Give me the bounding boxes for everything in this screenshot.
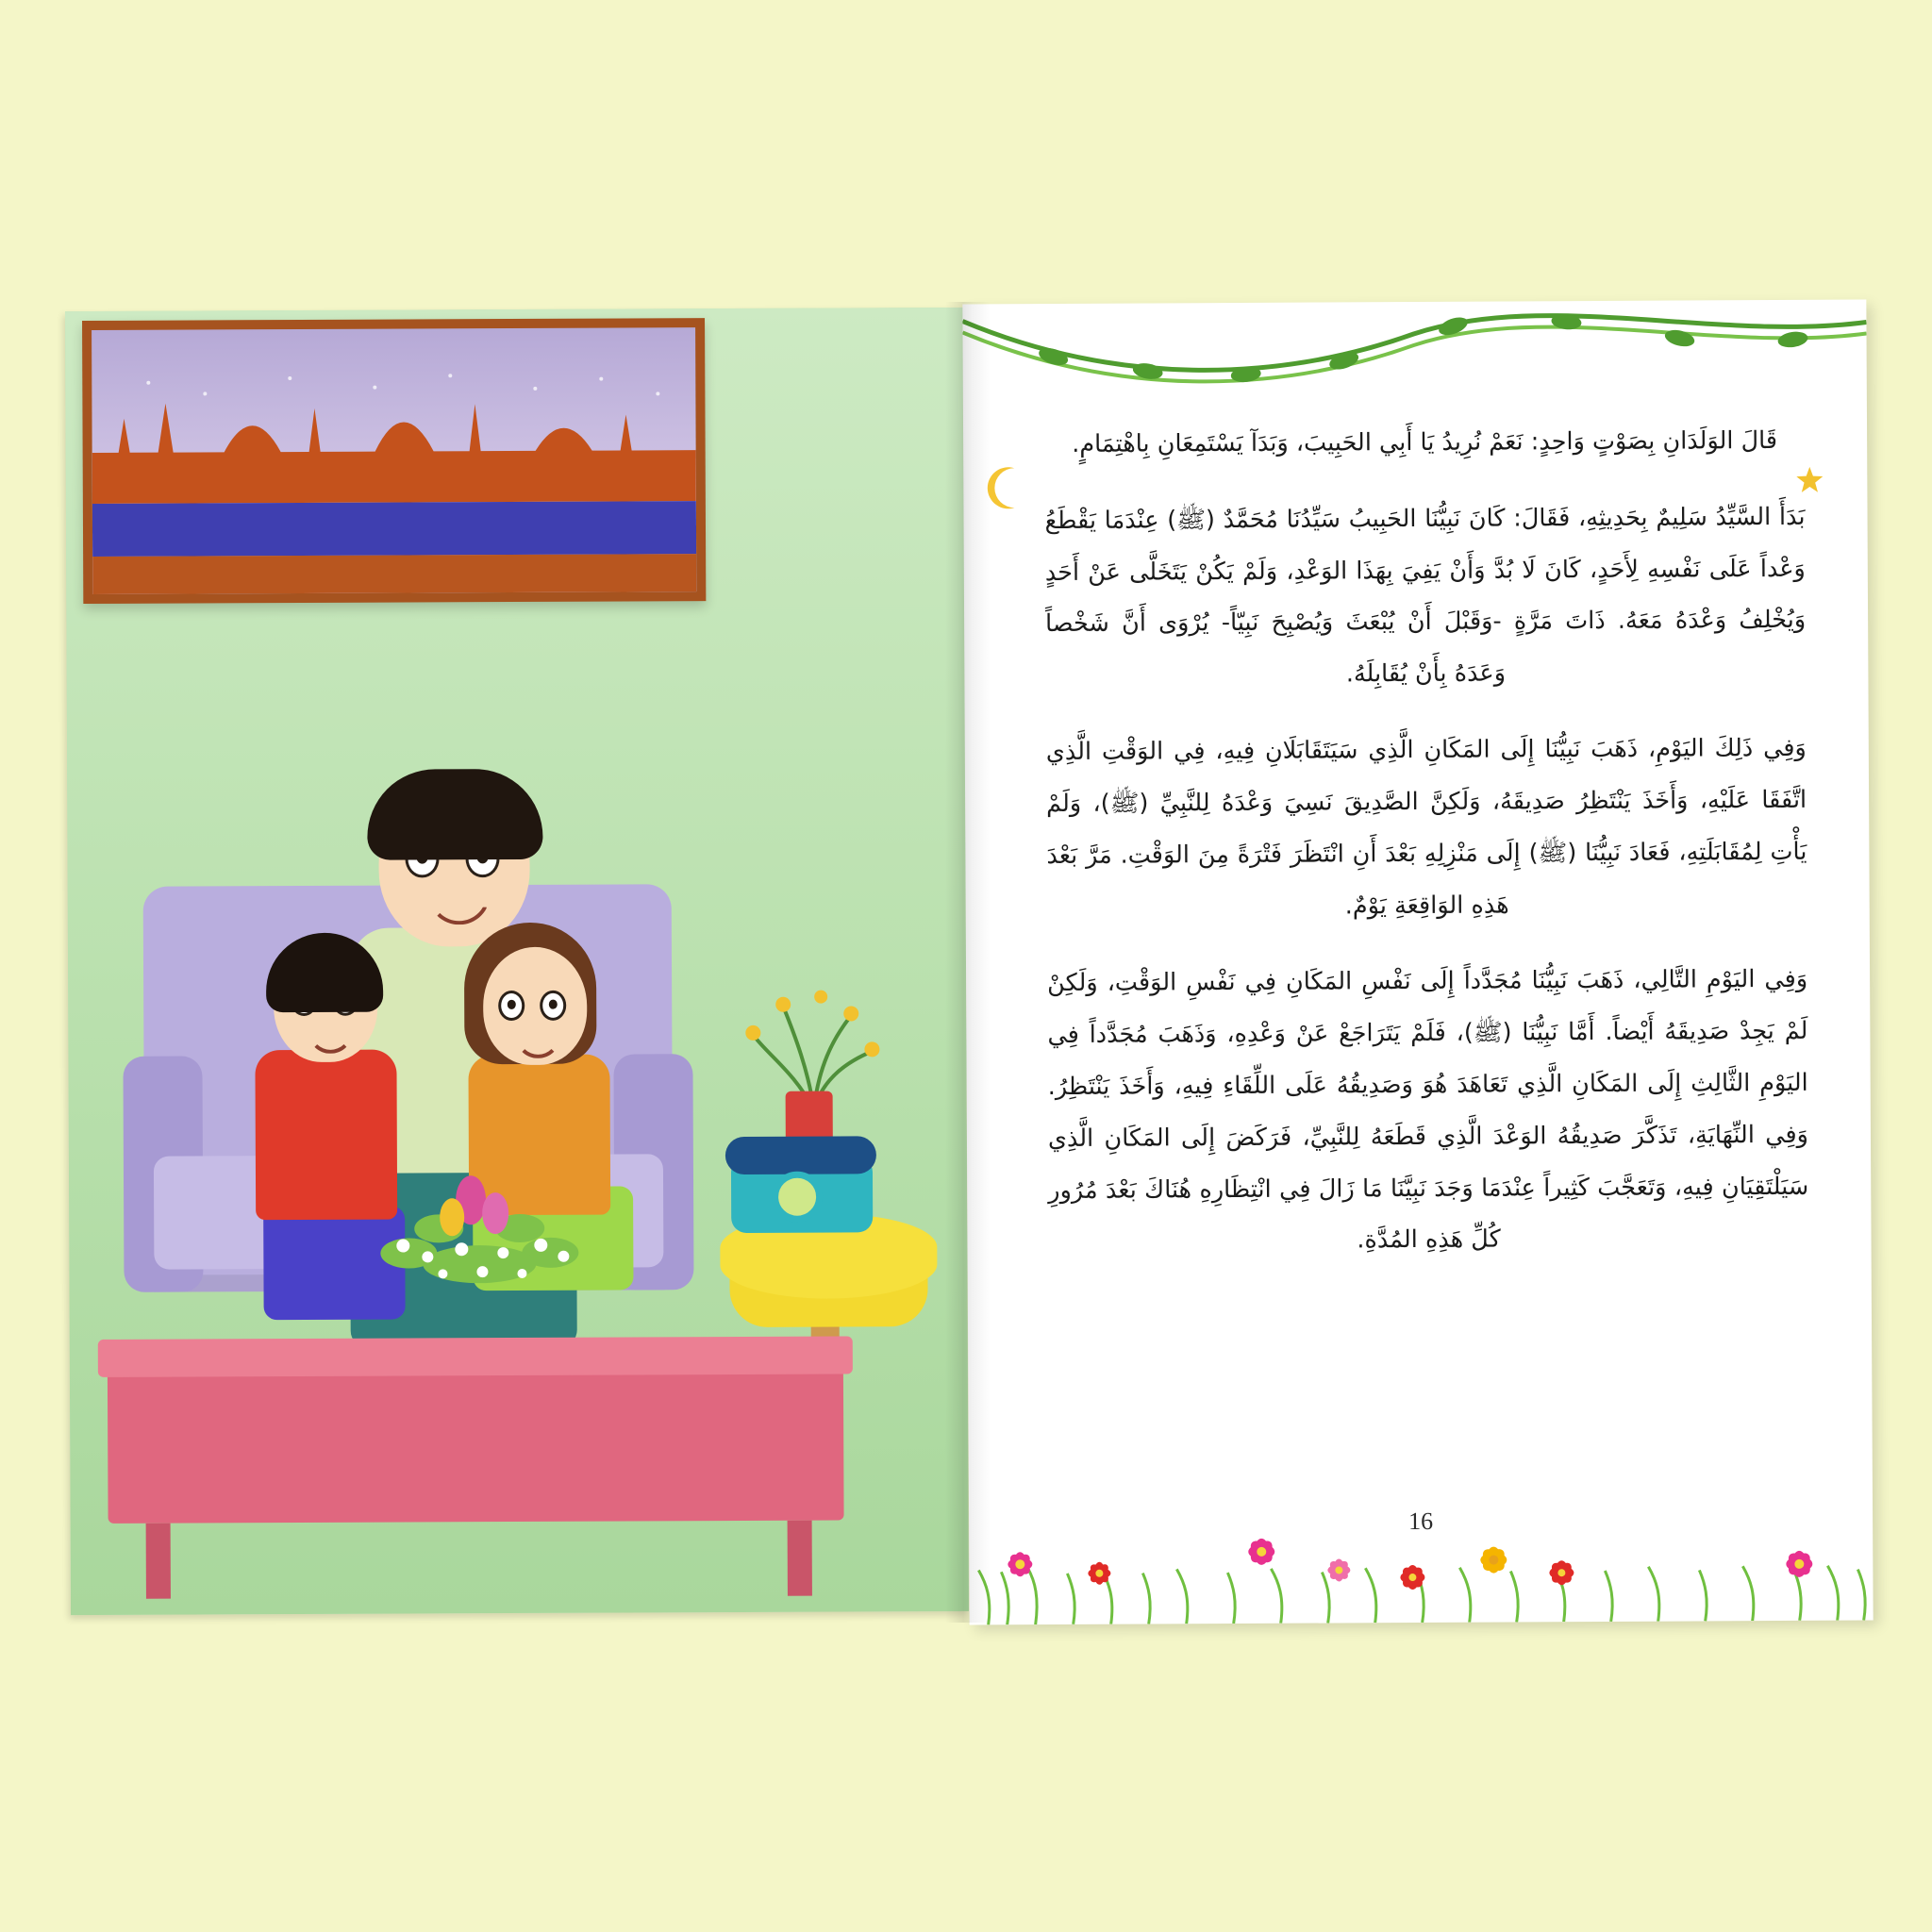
girl-smile [515, 1032, 560, 1058]
crescent-moon-icon [976, 462, 1027, 513]
page-number: 16 [1408, 1507, 1434, 1536]
paragraph-2: بَدَأَ السَّيِّدُ سَلِيمٌ بِحَدِيثِهِ، فَقَالَ: كَانَ نَبِيُّنَا الحَبِيبُ سَيِّدُنَا مُحَمَّدٌ (ﷺ) عِنْدَمَا يَقْطَعُ وَعْداً عَلَى نَفْسِهِ لِأَحَدٍ، كَانَ لَا بُدَّ وَأَنْ يَفِيَ بِهَذَا الوَعْدِ، وَلَمْ يَكُنْ يَتَخَلَّى عَنْ أَحَدٍ وَيُخْلِفُ وَعْدَهُ مَعَهُ. ذَاتَ مَرَّةٍ -وَقَبْلَ أَنْ يُبْعَثَ وَيُصْبِحَ نَبِيّاً- يُرْوَى أَنَّ شَخْصاً وَعَدَهُ بِأَنْ يُقَابِلَهُ. [1044, 502, 1807, 689]
shore-band [92, 554, 696, 594]
paragraph-1: قَالَ الوَلَدَانِ بِصَوْتٍ وَاحِدٍ: نَعَمْ نُرِيدُ يَا أَبِي الحَبِيبَ، وَبَدَآ يَسْتَمِعَانِ بِاهْتِمَامٍ. [1072, 425, 1778, 458]
girl-eye-right [540, 991, 566, 1021]
illustration-page [65, 308, 969, 1615]
coffee-table-leg-right [788, 1521, 812, 1596]
vine-garland-icon [962, 300, 1867, 408]
flower-bouquet-icon [371, 1158, 589, 1291]
father-smile [428, 892, 491, 924]
grass-flower-border-icon [969, 1507, 1874, 1624]
wall-picture-frame [82, 318, 706, 604]
boy-smile [308, 1027, 353, 1054]
telephone-dial [772, 1172, 823, 1223]
telephone-handset [725, 1136, 876, 1174]
coffee-table-top [98, 1336, 853, 1376]
city-skyline-icon [92, 359, 696, 504]
body-text [1044, 415, 1809, 1268]
potted-plant-icon [728, 968, 890, 1110]
star-icon [1795, 466, 1824, 494]
paragraph-3: وَفِي ذَلِكَ اليَوْمِ، ذَهَبَ نَبِيُّنَا إِلَى المَكَانِ الَّذِي سَيَتَقَابَلَانِ فِيهِ، فِي الوَقْتِ الَّذِي اتَّفَقَا عَلَيْهِ، وَأَخَذَ يَنْتَظِرُ صَدِيقَهُ، وَلَكِنَّ الصَّدِيقَ نَسِيَ وَعْدَهُ لِلنَّبِيِّ (ﷺ)، وَلَمْ يَأْتِ لِمُقَابَلَتِهِ، فَعَادَ نَبِيُّنَا (ﷺ) إِلَى مَنْزِلِهِ بَعْدَ أَنِ انْتَظَرَ فَتْرَةً مِنَ الوَقْتِ. مَرَّ بَعْدَ هَذِهِ الوَاقِعَةِ يَوْمٌ. [1045, 733, 1807, 920]
book-spread [68, 302, 1870, 1632]
paragraph-4: وَفِي اليَوْمِ التَّالِي، ذَهَبَ نَبِيُّنَا مُجَدَّداً إِلَى نَفْسِ المَكَانِ فِي نَفْسِ الوَقْتِ، وَلَكِنْ لَمْ يَجِدْ صَدِيقَهُ أَيْضاً. أَمَّا نَبِيُّنَا (ﷺ)، فَلَمْ يَتَرَاجَعْ عَنْ وَعْدِهِ، وَذَهَبَ مُجَدَّداً فِي اليَوْمِ الثَّالِثِ إِلَى المَكَانِ الَّذِي تَعَاهَدَ هُوَ وَصَدِيقُهُ عَلَى اللِّقَاءِ فِيهِ، وَأَخَذَ يَنْتَظِرُ. وَفِي النِّهَايَةِ، تَذَكَّرَ صَدِيقُهُ الوَعْدَ الَّذِي قَطَعَهُ لِلنَّبِيِّ، فَرَكَضَ إِلَى المَكَانِ الَّذِي سَيَلْتَقِيَانِ فِيهِ، وَتَعَجَّبَ كَثِيراً عِنْدَمَا وَجَدَ نَبِيَّنَا مَا زَالَ فِي انْتِظَارِهِ هُنَاكَ بَعْدَ مُرُورِ كُلِّ هَذِهِ المُدَّةِ. [1047, 965, 1809, 1255]
text-page [962, 300, 1873, 1625]
wall-picture-image [92, 327, 696, 594]
coffee-table-leg-left [146, 1524, 171, 1599]
father-hair [367, 769, 542, 860]
girl-eye-left [498, 991, 525, 1021]
girl-head [483, 947, 588, 1065]
sea-band [92, 501, 696, 557]
